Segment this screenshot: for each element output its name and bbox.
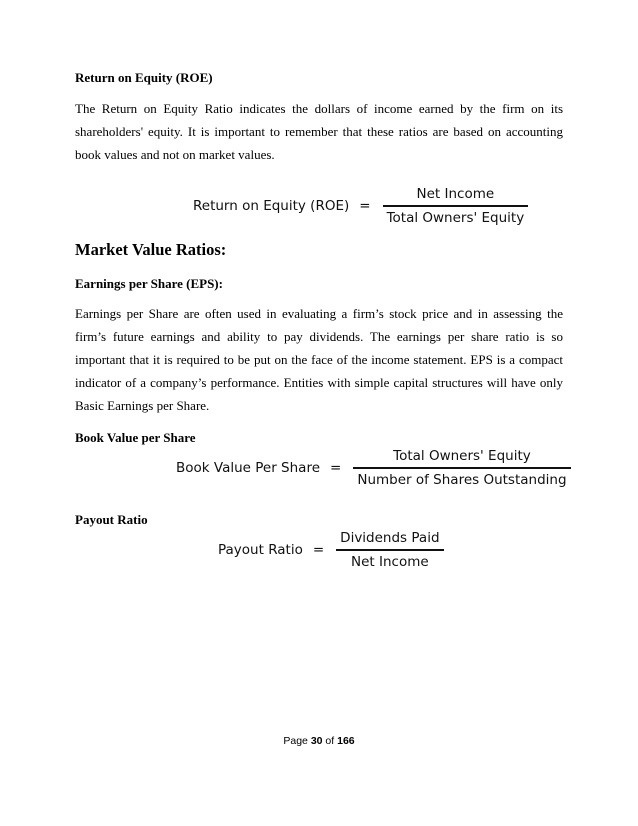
roe-paragraph: The Return on Equity Ratio indicates the dollars of income earned by the firm on its shareholders' equity. It is important to remember that these ratios are based on accounting book values and not on market values. <box>75 101 563 162</box>
payout-formula <box>218 530 444 570</box>
footer-of-label: of <box>325 735 335 747</box>
footer-page-label: Page <box>283 735 308 747</box>
roe-formula-denominator: Total Owners' Equity <box>386 209 525 226</box>
roe-formula <box>193 186 528 226</box>
market-value-heading: Market Value Ratios: <box>75 240 227 259</box>
payout-formula-numerator: Dividends Paid <box>340 530 440 546</box>
roe-formula-equals: = <box>359 197 371 214</box>
page-footer <box>0 735 638 747</box>
footer-page-current: 30 <box>310 735 323 747</box>
bvps-formula-fraction <box>353 448 570 488</box>
bvps-formula-lhs: Book Value Per Share <box>176 459 321 476</box>
roe-formula-numerator: Net Income <box>416 186 495 202</box>
bvps-formula-denominator: Number of Shares Outstanding <box>357 471 567 488</box>
eps-heading: Earnings per Share (EPS): <box>75 276 223 291</box>
roe-formula-fraction <box>383 186 529 226</box>
payout-formula-fraction <box>336 530 443 570</box>
bvps-formula <box>176 448 571 488</box>
roe-heading: Return on Equity (ROE) <box>75 70 213 85</box>
payout-formula-lhs: Payout Ratio <box>218 541 303 558</box>
bvps-heading: Book Value per Share <box>75 430 196 445</box>
payout-heading: Payout Ratio <box>75 512 148 527</box>
footer-page-total: 166 <box>337 735 355 747</box>
eps-paragraph: Earnings per Share are often used in evaluating a firm’s stock price and in assessing the firm’s future earnings and ability to pay dividends. The earnings per share ratio is so important that it is required to be put on the face of the income statement. EPS is a compact indicator of a company’s performance. Entities with simple capital structures will have only Basic Earnings per Share. <box>75 306 563 413</box>
bvps-formula-equals: = <box>330 459 342 476</box>
roe-formula-lhs: Return on Equity (ROE) <box>193 197 350 214</box>
payout-formula-equals: = <box>312 541 325 558</box>
bvps-formula-numerator: Total Owners' Equity <box>393 448 531 464</box>
payout-formula-denominator: Net Income <box>351 553 429 570</box>
